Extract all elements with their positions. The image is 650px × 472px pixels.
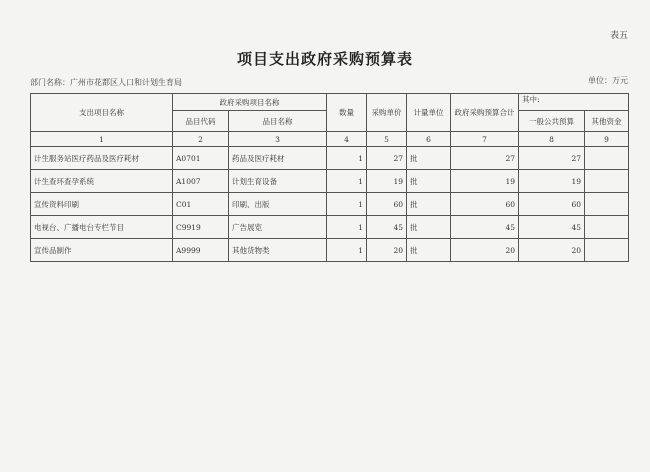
other-funds-cell (585, 147, 629, 170)
item-code-cell: A9999 (173, 239, 229, 262)
header-quantity: 数量 (327, 94, 367, 132)
column-number: 3 (229, 132, 327, 147)
header-measure-unit: 计量单位 (407, 94, 451, 132)
header-other-funds: 其他资金 (585, 111, 629, 132)
item-name-cell: 药品及医疗耗材 (229, 147, 327, 170)
quantity-cell: 1 (327, 216, 367, 239)
quantity-cell: 1 (327, 147, 367, 170)
table-row (31, 216, 629, 239)
other-funds-cell (585, 193, 629, 216)
item-name-cell: 印刷、出版 (229, 193, 327, 216)
item-code-cell: A1007 (173, 170, 229, 193)
header-total: 政府采购预算合计 (451, 94, 519, 132)
general-budget-cell: 60 (519, 193, 585, 216)
general-budget-cell: 27 (519, 147, 585, 170)
general-budget-cell: 45 (519, 216, 585, 239)
item-code-cell: C9919 (173, 216, 229, 239)
procurement-table (30, 93, 629, 262)
measure-unit-cell: 批 (407, 170, 451, 193)
total-cell: 19 (451, 170, 519, 193)
header-of-which: 其中: (519, 94, 629, 111)
measure-unit-cell: 批 (407, 193, 451, 216)
other-funds-cell (585, 170, 629, 193)
measure-unit-cell: 批 (407, 239, 451, 262)
total-cell: 20 (451, 239, 519, 262)
header-item-code: 品目代码 (173, 111, 229, 132)
other-funds-cell (585, 216, 629, 239)
table-row (31, 239, 629, 262)
total-cell: 27 (451, 147, 519, 170)
project-name-cell: 计生服务站医疗药品及医疗耗材 (31, 147, 173, 170)
quantity-cell: 1 (327, 239, 367, 262)
quantity-cell: 1 (327, 193, 367, 216)
header-procurement-item: 政府采购项目名称 (173, 94, 327, 111)
header-item-name: 品目名称 (229, 111, 327, 132)
table-number: 表五 (609, 31, 628, 41)
project-name-cell: 宣传资料印刷 (31, 193, 173, 216)
general-budget-cell: 19 (519, 170, 585, 193)
project-name-cell: 电视台、广播电台专栏节目 (31, 216, 173, 239)
column-number: 2 (173, 132, 229, 147)
column-number: 5 (367, 132, 407, 147)
column-number: 6 (407, 132, 451, 147)
item-code-cell: A0701 (173, 147, 229, 170)
column-number: 9 (585, 132, 629, 147)
measure-unit-cell: 批 (407, 147, 451, 170)
table-row (31, 193, 629, 216)
unit-label: 单位：万元 (588, 76, 628, 85)
project-name-cell: 宣传品制作 (31, 239, 173, 262)
column-number: 1 (31, 132, 173, 147)
total-cell: 60 (451, 193, 519, 216)
column-number-row (31, 132, 629, 147)
item-name-cell: 广告展览 (229, 216, 327, 239)
header-unit-price: 采购单价 (367, 94, 407, 132)
column-number: 8 (519, 132, 585, 147)
unit-price-cell: 60 (367, 193, 407, 216)
header-project-name: 支出项目名称 (31, 94, 173, 132)
measure-unit-cell: 批 (407, 216, 451, 239)
project-name-cell: 计生查环查孕系统 (31, 170, 173, 193)
item-code-cell: C01 (173, 193, 229, 216)
general-budget-cell: 20 (519, 239, 585, 262)
column-number: 7 (451, 132, 519, 147)
total-cell: 45 (451, 216, 519, 239)
item-name-cell: 其他货物类 (229, 239, 327, 262)
quantity-cell: 1 (327, 170, 367, 193)
item-name-cell: 计划生育设备 (229, 170, 327, 193)
unit-price-cell: 45 (367, 216, 407, 239)
page-title: 项目支出政府采购预算表 (236, 50, 413, 68)
unit-price-cell: 19 (367, 170, 407, 193)
table-row (31, 147, 629, 170)
unit-price-cell: 27 (367, 147, 407, 170)
header-general-budget: 一般公共预算 (519, 111, 585, 132)
table-row (31, 170, 629, 193)
column-number: 4 (327, 132, 367, 147)
unit-price-cell: 20 (367, 239, 407, 262)
department-name: 部门名称：广州市花都区人口和计划生育局 (30, 78, 182, 87)
other-funds-cell (585, 239, 629, 262)
